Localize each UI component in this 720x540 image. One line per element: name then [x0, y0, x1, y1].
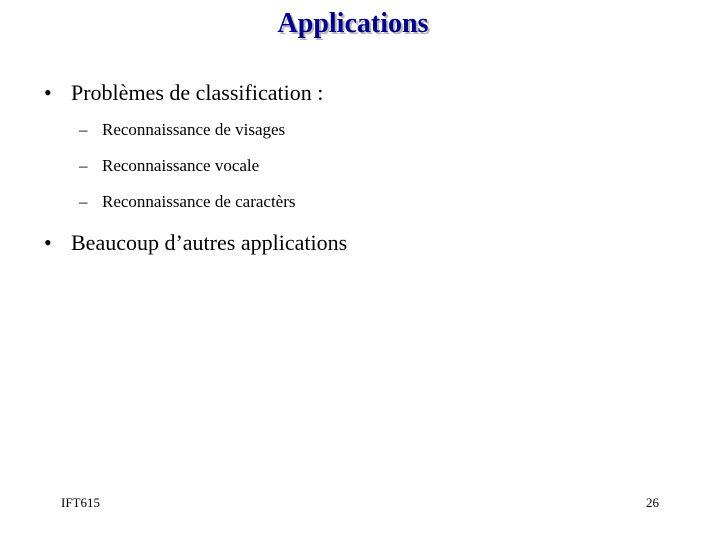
sub-bullet-item: [79, 155, 259, 177]
page-number: 26: [646, 495, 659, 510]
sub-bullet-marker: –: [79, 120, 88, 139]
bullet-text: Problèmes de classification :: [71, 80, 324, 105]
sub-bullet-item: [79, 191, 296, 213]
sub-bullet-item: [79, 119, 285, 141]
sub-bullet-marker: –: [79, 156, 88, 175]
sub-bullet-text: Reconnaissance de visages: [102, 120, 286, 139]
sub-bullet-marker: –: [79, 192, 88, 211]
bullet-marker: •: [44, 80, 52, 105]
bullet-marker: •: [44, 230, 52, 255]
sub-bullet-text: Reconnaissance de caractèrs: [102, 192, 296, 211]
bullet-item: [44, 230, 347, 256]
bullet-item: [44, 80, 323, 106]
bullet-text: Beaucoup d’autres applications: [71, 230, 348, 255]
slide-title: Applications: [277, 8, 429, 39]
sub-bullet-text: Reconnaissance vocale: [102, 156, 260, 175]
footer-course-code: IFT615: [61, 495, 100, 510]
